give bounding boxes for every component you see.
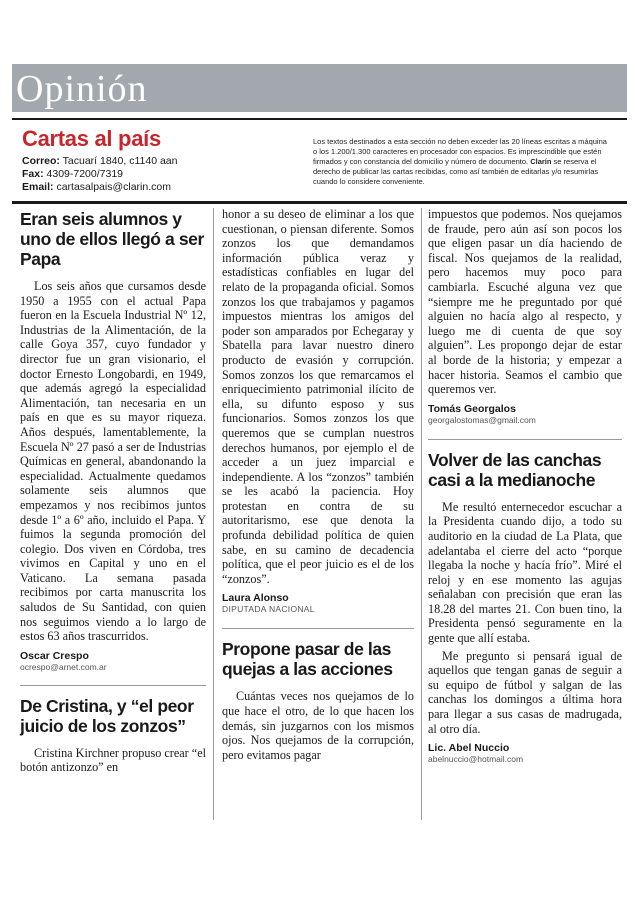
letter-3-paragraph-continued: impuestos que podemos. Nos quejamos de fraude, pero aún así son pocos los que eligen pasar un día haciendo de fiscal. Nos quejamos de la realidad, pero hacemos muy poco para cambiarla. Escuché alguna vez que “siempre me he preguntado por qué alguien no hacía algo al respecto, y luego me di cuenta de que soy alguien”. Les propongo dejar de estar al borde de la historia; y empezar a hacer historia. Seamos el cambio que queremos ver. (428, 207, 622, 397)
letter-3-start (222, 639, 414, 762)
contact-fax: Fax: 4309-7200/7319 (22, 168, 124, 180)
letter-4-title: Volver de las canchas casi a la medianoche (428, 449, 602, 490)
contact-block (22, 155, 177, 194)
letter-3-email[interactable]: georgalostomas@gmail.com (428, 414, 536, 425)
letter-divider (428, 439, 622, 440)
letter-2-title: De Cristina, y “el peor juicio de los zonzos” (20, 695, 194, 736)
letter-2-author-title: DIPUTADA NACIONAL (222, 604, 315, 615)
letter-2-paragraph-continued: honor a su deseo de eliminar a los que cuestionan, o piensan diferente. Somos zonzos los que demandamos información pública veraz y estadísticas confiables en lugar del relato de la propaganda oficial. Somos zonzos los que trabajamos y pagamos impuestos mientras los amigos del poder son amparados por Echegaray y Sbatella para lavar nuestro dinero producto de evasión y corrupción. Somos zonzos los que remarcamos el enriquecimiento patrimonial ilícito de ella, su difunto esposo y sus funcionarios. Somos zonzos los que queremos que se cumplan nuestros derechos humanos, por ejemplo el de acceder a un juez imparcial e independiente. A los “zonzos” también se les acabó la paciencia. Hoy protestan en contra de su autoritarismo, ese que denota la profunda debilidad política de quien sabe, en su camino de decadencia política, que el peor juicio es el de los “zonzos”. (222, 207, 414, 586)
section-title-opinion: Opinión (16, 68, 148, 110)
letter-2-continued (222, 207, 414, 614)
letter-3-title: Propone pasar de las quejas a las acciones (222, 639, 393, 680)
letter-4-author: Lic. Abel Nuccio (428, 742, 510, 755)
letter-2-author: Laura Alonso (222, 592, 289, 605)
letter-divider (20, 685, 206, 686)
letter-4-email[interactable]: abelnuccio@hotmail.com (428, 754, 524, 765)
column-1 (20, 206, 206, 775)
contact-mail: Correo: Tacuarí 1840, c1140 aan (22, 155, 178, 167)
letter-3-author: Tomás Georgalos (428, 402, 516, 415)
letter-4-paragraph: Me pregunto si pensará igual de aquellos que tengan ganas de seguir a su equipo de fútbol y salgan de las canchas los domingos a última hora para llegar a sus casas de madrugada, al otro día. (428, 648, 622, 736)
letter-1-email[interactable]: ocrespo@arnet.com.ar (20, 661, 107, 672)
header-rule (12, 118, 627, 120)
column-divider (421, 208, 422, 820)
column-3 (428, 206, 622, 764)
letter-1 (20, 209, 206, 672)
column-divider (213, 208, 214, 820)
letter-3-paragraph: Cuántas veces nos quejamos de lo que hace el otro, de lo que hacen los demás, sin juzgarnos con los mismos ojos. Nos quejamos de la corrupción, pero evitamos pagar (222, 689, 414, 762)
submission-notice: Los textos destinados a esta sección no deben exceder las 20 líneas escritas a máquina o los 1.200/1.300 caracteres en procesador con espacios. Es imprescindible que estén firmados y con constancia del domicilio y número de documento. Clarín se reserva el derecho de publicar las cartas recibidas, como así también de editarlas y/o resumirlas cuando lo considere conveniente. (313, 137, 607, 186)
letter-divider (222, 628, 414, 629)
letter-1-paragraph: Los seis años que cursamos desde 1950 a 1955 con el actual Papa fueron en la Escuela Industrial Nº 12, Industrias de la Alimentación, de la calle Goya 357, cuyo fundador y director fue un gran visionario, el doctor Ernesto Longobardi, en 1949, que además agregó la especialidad Alimentación, tan necesaria en un país en que es su mayor riqueza. Años después, lamentablemente, la Escuela Nº 27 pasó a ser de Industrias Químicas en general, abandonando la especialidad. Actualmente quedamos solamente seis alumnos que empezamos y nos recibimos juntos desde 1º a 6º año, incluido el Papa. Y fuimos la segunda promoción del colegio. Dos viven en Córdoba, tres vivimos en Capital y uno en el Vaticano. La semana pasada recibimos por carta manuscrita los saludos de Su Santidad, con quien nos seguimos viendo a lo largo de estos 63 años trascurridos. (20, 279, 206, 644)
header-bottom-rule (12, 201, 627, 204)
letter-4 (428, 450, 622, 765)
letter-2-start (20, 696, 206, 775)
letter-2-paragraph: Cristina Kirchner propuso crear “el botón antizonzo” en (20, 745, 206, 775)
letter-1-author: Oscar Crespo (20, 649, 89, 662)
letter-1-title: Eran seis alumnos y uno de ellos llegó a ser Papa (20, 209, 204, 269)
contact-email: Email: cartasalpais@clarin.com (22, 181, 171, 193)
column-2 (222, 206, 414, 762)
letter-3-continued (428, 207, 622, 425)
page-title: Cartas al país (22, 126, 161, 151)
letter-4-paragraph: Me resultó enternecedor escuchar a la Presidenta cuando dijo, a todo su auditorio en la ciudad de La Plata, que adelantaba el cierre del acto “porque llegaba la noche y hacía frío”. Miré el reloj y en ese momento las agujas señalaban con precisión que eran las 18.28 del martes 21. Con buen tino, la Presidenta pensó seguramente en la gente que allí estaba. (428, 499, 622, 646)
